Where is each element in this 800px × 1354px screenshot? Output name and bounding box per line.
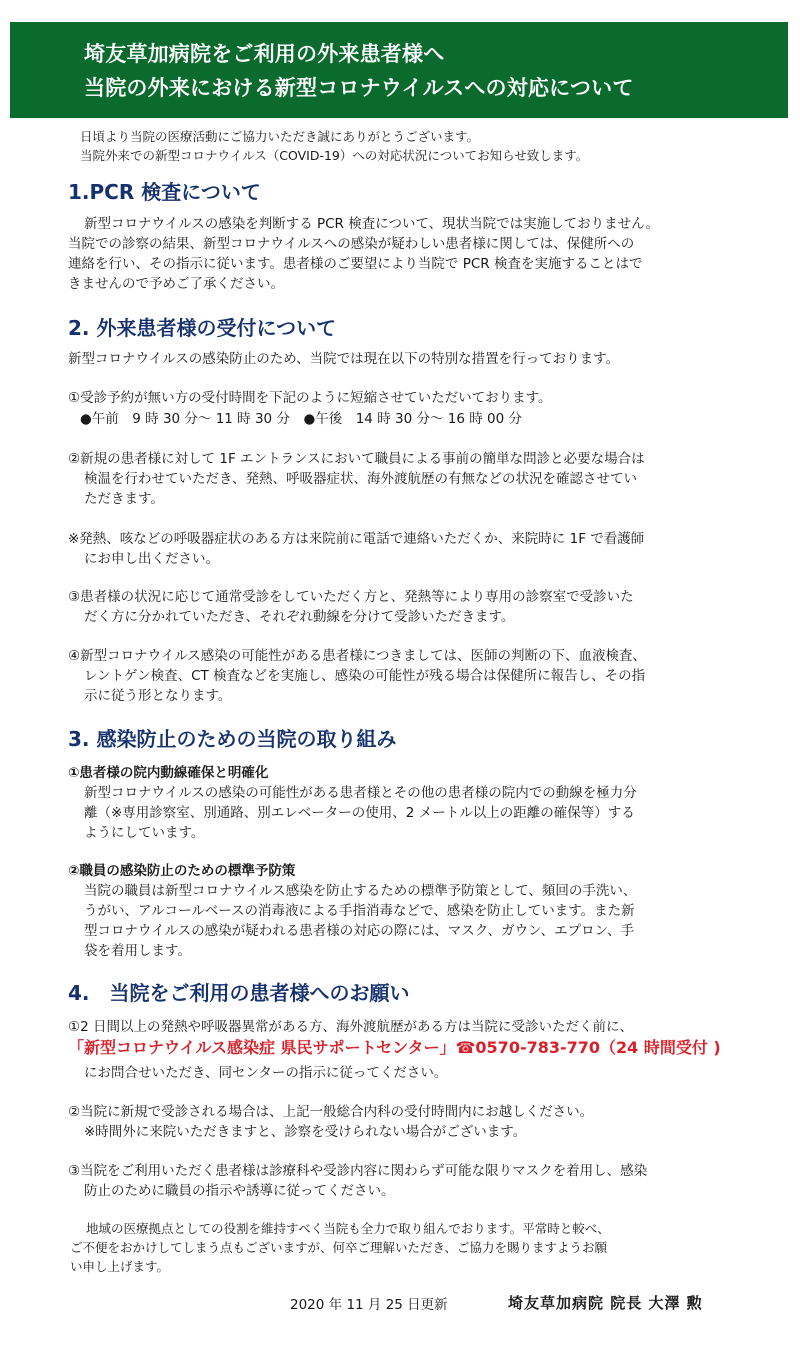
section-4-item-3-line-1: ③当院をご利用いただく患者様は診療科や受診内容に関わらず可能な限りマスクを着用し、感染 — [68, 1163, 648, 1179]
section-2-item-4-line-1: ④新型コロナウイルス感染の可能性がある患者様につきましては、医師の判断の下、血液検査、 — [68, 648, 647, 664]
update-date: 2020 年 11 月 25 日更新 — [290, 1297, 448, 1313]
section-4-item-2-line-2: ※時間外に来院いただきますと、診察を受けられない場合がございます。 — [84, 1124, 527, 1140]
section-2-item-2-line-3: ただきます。 — [84, 491, 164, 507]
section-3-item-1-title: ①患者様の院内動線確保と明確化 — [68, 765, 269, 781]
section-1-line-3: 連絡を行い、その指示に従います。患者様のご要望により当院で PCR 検査を実施することはで — [68, 256, 643, 272]
section-3-item-2-line-2: うがい、アルコールベースの消毒液による手指消毒などで、感染を防止しています。また新 — [84, 903, 635, 919]
section-4-item-1-line-1: ①2 日間以上の発熱や呼吸器異常がある方、海外渡航歴がある方は当院に受診いただく前に、 — [68, 1019, 633, 1035]
section-3-item-1-line-1: 新型コロナウイルスの感染の可能性がある患者様とその他の患者様の院内での動線を極力分 — [84, 785, 637, 801]
header-banner — [10, 22, 788, 118]
section-2-hours: ●午前 9 時 30 分～ 11 時 30 分 ●午後 14 時 30 分～ 16 時 00 分 — [80, 411, 522, 427]
support-center-phone: 「新型コロナウイルス感染症 県民サポートセンター」☎0570-783-770（24 時間受付 ) — [68, 1038, 721, 1057]
section-4-item-3-line-2: 防止のために職員の指示や誘導に従ってください。 — [84, 1183, 395, 1199]
section-3-item-2-line-3: 型コロナウイルスの感染が疑われる患者様の対応の際には、マスク、ガウン、エプロン、手 — [84, 923, 634, 939]
section-2-item-3-line-2: だく方に分かれていただき、それぞれ動線を分けて受診いただきます。 — [84, 609, 515, 625]
section-2-item-2-line-1: ②新規の患者様に対して 1F エントランスにおいて職員による事前の簡単な問診と必要な場合は — [68, 451, 645, 467]
section-2-heading: 2. 外来患者様の受付について — [68, 316, 337, 340]
section-4-item-2-line-1: ②当院に新規で受診される場合は、上記一般総合内科の受付時間内にお越しください。 — [68, 1104, 594, 1120]
section-3-item-1-line-2: 離（※専用診察室、別通路、別エレベーターの使用、2 メートル以上の距離の確保等）する — [84, 805, 635, 821]
banner-title-line1: 埼友草加病院をご利用の外来患者様へ — [84, 42, 445, 66]
intro-line-1: 日頃より当院の医療活動にご協力いただき誠にありがとうございます。 — [80, 129, 480, 144]
section-2-lead: 新型コロナウイルスの感染防止のため、当院では現在以下の特別な措置を行っております。 — [68, 351, 620, 367]
closing-line-1: 地域の医療拠点としての役割を維持すべく当院も全力で取り組んでおります。平常時と較べ、 — [86, 1221, 610, 1236]
section-3-item-2-line-4: 袋を着用します。 — [84, 943, 191, 959]
section-1-line-1: 新型コロナウイルスの感染を判断する PCR 検査について、現状当院では実施しておりません。 — [84, 216, 659, 232]
section-3-item-2-title: ②職員の感染防止のための標準予防策 — [68, 863, 296, 879]
section-1-line-2: 当院での診察の結果、新型コロナウイルスへの感染が疑わしい患者様に関しては、保健所への — [68, 236, 635, 252]
closing-line-3: い申し上げます。 — [70, 1259, 170, 1274]
section-2-item-4-line-2: レントゲン検査、CT 検査などを実施し、感染の可能性が残る場合は保健所に報告し、その指 — [84, 668, 646, 684]
section-4-heading: 4. 当院をご利用の患者様へのお願い — [68, 981, 410, 1005]
section-1-heading: 1.PCR 検査について — [68, 180, 261, 204]
section-2-item-4-line-3: 示に従う形となります。 — [84, 688, 232, 704]
banner-title-line2: 当院の外来における新型コロナウイルスへの対応について — [84, 76, 634, 100]
intro-line-2: 当院外来での新型コロナウイルス（COVID-19）への対応状況についてお知らせ致します。 — [80, 148, 589, 163]
section-3-item-2-line-1: 当院の職員は新型コロナウイルス感染を防止するための標準予防策として、頻回の手洗い、 — [84, 883, 637, 899]
section-4-item-1-line-3: にお問合せいただき、同センターの指示に従ってください。 — [84, 1065, 448, 1081]
section-2-note-line-2: にお申し出ください。 — [84, 551, 219, 567]
section-3-heading: 3. 感染防止のための当院の取り組み — [68, 727, 397, 751]
section-1-line-4: きませんので予めご了承ください。 — [68, 276, 284, 292]
section-2-item-3-line-1: ③患者様の状況に応じて通常受診をしていただく方と、発熱等により専用の診察室で受診いた — [68, 589, 634, 605]
closing-line-2: ご不便をおかけしてしまう点もございますが、何卒ご理解いただき、ご協力を賜りますようお願 — [70, 1240, 608, 1255]
section-2-item-2-line-2: 検温を行わせていただき、発熱、呼吸器症状、海外渡航歴の有無などの状況を確認させてい — [84, 471, 637, 487]
section-2-item-1-line-1: ①受診予約が無い方の受付時間を下記のように短縮させていただいております。 — [68, 390, 552, 406]
section-2-note-line-1: ※発熱、咳などの呼吸器症状のある方は来院前に電話で連絡いただくか、来院時に 1F で看護師 — [68, 531, 645, 547]
section-3-item-1-line-3: ようにしています。 — [84, 825, 205, 841]
director-signature: 埼友草加病院 院長 大澤 勲 — [508, 1294, 703, 1312]
